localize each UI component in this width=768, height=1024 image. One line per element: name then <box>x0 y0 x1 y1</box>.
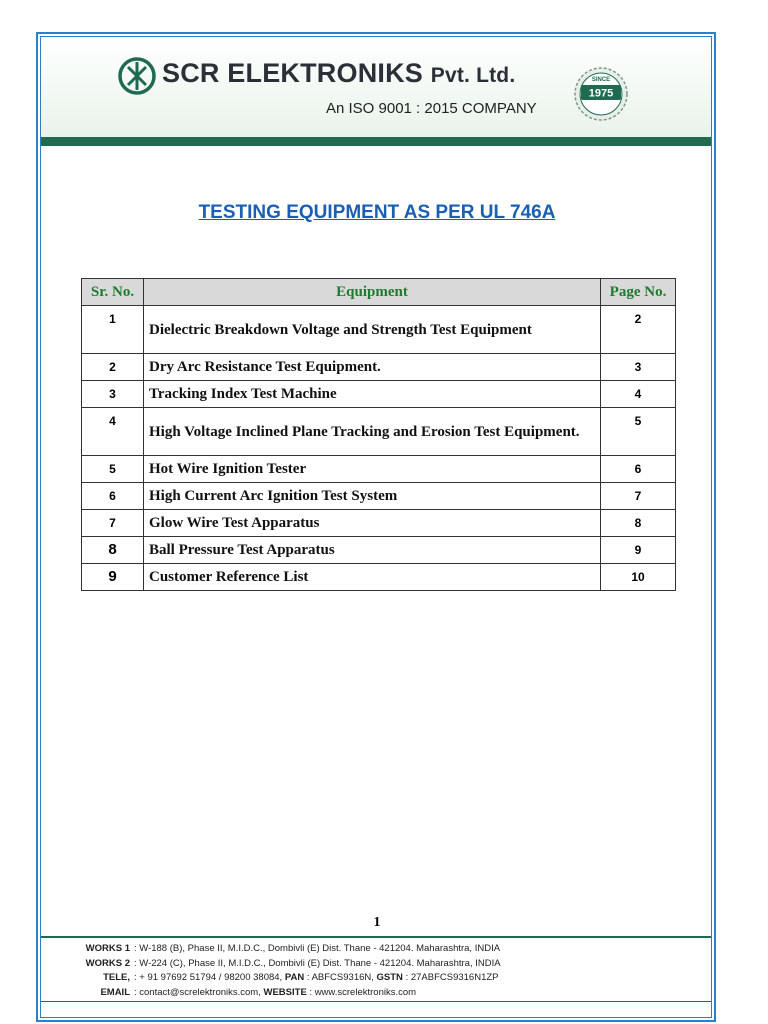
row-page-no: 6 <box>601 456 676 483</box>
footer-tele-label: TELE, <box>103 972 130 983</box>
footer-gstn-value: : 27ABFCS9316N1ZP <box>405 972 499 983</box>
footer-divider <box>41 936 711 938</box>
row-equipment: Customer Reference List <box>144 564 601 591</box>
row-equipment: Dielectric Breakdown Voltage and Strength Test Equipment <box>144 306 601 354</box>
row-equipment: Dry Arc Resistance Test Equipment. <box>144 354 601 381</box>
header-equipment: Equipment <box>144 279 601 306</box>
company-logo-icon <box>117 56 157 96</box>
iso-certification-line: An ISO 9001 : 2015 COMPANY <box>326 100 537 117</box>
header-page-no: Page No. <box>601 279 676 306</box>
row-sr-no: 4 <box>82 408 144 456</box>
row-page-no: 7 <box>601 483 676 510</box>
table-row <box>82 306 676 354</box>
table-row <box>82 483 676 510</box>
header-sr-no: Sr. No. <box>82 279 144 306</box>
since-1975-seal-icon <box>573 66 629 122</box>
row-sr-no: 2 <box>82 354 144 381</box>
footer-website-label: WEBSITE <box>263 986 307 998</box>
letterhead-divider <box>41 137 711 146</box>
footer-works1-row <box>68 942 501 957</box>
row-sr-no: 6 <box>82 483 144 510</box>
footer-bottom-divider <box>41 1001 711 1002</box>
seal-since: SINCE <box>591 77 611 83</box>
table-row <box>82 381 676 408</box>
company-name <box>162 58 515 89</box>
document-title: TESTING EQUIPMENT AS PER UL 746A <box>198 202 556 223</box>
company-name-text: SCR ELEKTRONIKS <box>162 58 424 88</box>
footer-pan-label: PAN <box>284 972 305 983</box>
footer-tele-row <box>68 971 501 986</box>
table-row <box>82 408 676 456</box>
page-number: 1 <box>373 915 381 930</box>
footer-works2-row <box>68 957 501 972</box>
footer-tele-value: : + 91 97692 51794 / 98200 38084, <box>134 972 283 983</box>
row-sr-no: 5 <box>82 456 144 483</box>
footer-email-label: EMAIL <box>100 986 130 998</box>
row-sr-no: 1 <box>82 306 144 354</box>
row-sr-no: 8 <box>82 537 144 564</box>
footer-pan-value: : ABFCS9316N, <box>306 972 374 983</box>
contents-table <box>81 278 676 591</box>
row-equipment: Ball Pressure Test Apparatus <box>144 537 601 564</box>
table-header-row <box>82 279 676 306</box>
row-page-no: 4 <box>601 381 676 408</box>
table-row <box>82 564 676 591</box>
footer-works2-value: : W-224 (C), Phase II, M.I.D.C., Dombivli (E) Dist. Thane - 421204. Maharashtra, INDIA <box>134 957 501 969</box>
table-row <box>82 510 676 537</box>
row-sr-no: 7 <box>82 510 144 537</box>
row-equipment: Hot Wire Ignition Tester <box>144 456 601 483</box>
footer-website-value: : www.screlektroniks.com <box>309 986 417 998</box>
footer-address-block <box>68 942 501 1000</box>
row-page-no: 10 <box>601 564 676 591</box>
footer-gstn-label: GSTN <box>376 972 403 983</box>
table-row <box>82 354 676 381</box>
footer-email-value: : contact@screlektroniks.com, <box>134 986 261 998</box>
row-page-no: 9 <box>601 537 676 564</box>
footer-works1-label: WORKS 1 <box>85 943 130 954</box>
footer-works2-label: WORKS 2 <box>85 957 130 969</box>
row-equipment: High Current Arc Ignition Test System <box>144 483 601 510</box>
footer-works1-value: : W-188 (B), Phase II, M.I.D.C., Dombivli (E) Dist. Thane - 421204. Maharashtra, INDIA <box>134 943 501 954</box>
seal-year: 1975 <box>588 87 614 100</box>
row-equipment: Tracking Index Test Machine <box>144 381 601 408</box>
row-page-no: 3 <box>601 354 676 381</box>
table-row <box>82 456 676 483</box>
row-page-no: 8 <box>601 510 676 537</box>
row-sr-no: 3 <box>82 381 144 408</box>
company-suffix: Pvt. Ltd. <box>430 64 516 87</box>
row-equipment: Glow Wire Test Apparatus <box>144 510 601 537</box>
row-sr-no: 9 <box>82 564 144 591</box>
table-row <box>82 537 676 564</box>
row-page-no: 2 <box>601 306 676 354</box>
row-equipment: High Voltage Inclined Plane Tracking and Erosion Test Equipment. <box>144 408 601 456</box>
footer-email-row <box>68 986 501 1001</box>
row-page-no: 5 <box>601 408 676 456</box>
